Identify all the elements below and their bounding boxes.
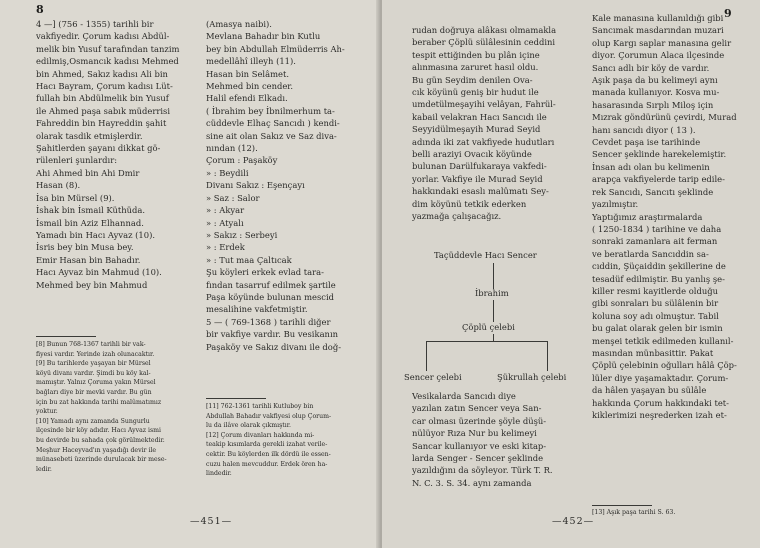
text-line: Hacı Ayvaz bin Mahmud (10). — [36, 267, 162, 278]
text-line: [9] Bu tarihlerde yaşayan bir Mürsel — [36, 360, 151, 368]
text-line: cektir. Bu köylerden ilk dördü ile essen- — [206, 450, 331, 458]
text-line: [10] Yamadı aynı zamanda Sungurlu — [36, 417, 150, 425]
left-column-1 — [36, 18, 186, 291]
tree-connector — [493, 334, 494, 341]
text-line: [12] Çorum divanları hakkında mi- — [206, 431, 315, 439]
page-folio: —452— — [552, 516, 595, 527]
text-line: Sancar kullanıyor ve eski kitap- — [412, 440, 547, 451]
text-line: Hasan bin Selâmet. — [206, 68, 290, 79]
tree-root: Taçüddevle Hacı Sencer — [434, 250, 537, 260]
text-line: Meşhur Haceyvad'ın yaşadığı devir ile — [36, 446, 157, 454]
text-line: Mevlana Bahadır bin Kutlu — [206, 31, 321, 42]
text-line: ve beratlarda Sancıddin sa- — [592, 248, 709, 259]
text-line: tespit ettiğinden bu plân içine — [412, 49, 540, 60]
corner-page-number: 8 — [36, 3, 44, 16]
text-line: gibi sonraları bu sülâlenin bir — [592, 298, 719, 309]
text-line: Emir Hasan bin Bahadır. — [36, 254, 141, 265]
text-line: ( 1250-1834 ) tarihine ve daha — [592, 223, 722, 234]
text-line: cıddin, Şüçaiddin şekillerine de — [592, 261, 726, 272]
tree-connector — [547, 341, 548, 371]
text-line: manada kullanıyor. Kosva mu- — [592, 87, 720, 98]
text-line: Çorum : Paşaköy — [206, 155, 278, 166]
text-line: tesadüf edilmiştir. Bu yanlış şe- — [592, 273, 725, 284]
text-line: Paşa köyünde bulunan mescid — [206, 291, 335, 302]
text-line: nından (12). — [206, 143, 258, 154]
text-line: Mehmed bey bin Mahmud — [36, 279, 148, 290]
text-line: alınmasına zaruret hasıl oldu. — [412, 62, 539, 73]
text-line: menşei tetkik edilmeden kullanıl- — [592, 335, 734, 346]
text-line: bin Ahmed, Sakız kadısı Ali bin — [36, 68, 168, 79]
text-line: olarak tasdik etmişlerdir. — [36, 130, 143, 141]
text-line: lindedir. — [206, 470, 232, 478]
text-line: Şu köyleri erkek evlad tara- — [206, 267, 324, 278]
left-column-2 — [206, 18, 366, 353]
text-line: yazılmıştır. — [592, 199, 639, 210]
text-line: cüddevle Elhaç Sancıdı ) kendi- — [206, 118, 340, 129]
text-line: bağları diye bir mevki vardır. Bu gün — [36, 388, 152, 396]
text-line: hakkında Çorum hakkındaki tet- — [592, 397, 729, 408]
text-line: cuzu halen mevcuddur. Erdek ören ha- — [206, 460, 328, 468]
text-line: [8] Bunun 768-1367 tarihli bir vak- — [36, 341, 146, 348]
text-line: adında iki zat vakfiyede hudutları — [412, 136, 555, 147]
text-line: Yamadı bin Hacı Ayvaz (10). — [36, 229, 156, 240]
text-line: köyü divanı vardır. Şimdi bu köy kal- — [36, 369, 151, 377]
text-line: hanı sancıdı diyor ( 13 ). — [592, 124, 696, 135]
text-line: ilçesinde bir köy adıdır. Hacı Ayvaz ismi — [36, 427, 162, 435]
text-line: Halil efendi Elkadı. — [206, 93, 288, 104]
text-line: medellâhî illeyh (11). — [206, 56, 296, 67]
text-line: yorlar. Vakfiye ile Murad Seyid — [412, 173, 543, 184]
right-column-2-footnotes — [592, 508, 747, 518]
right-column-2 — [592, 12, 747, 421]
text-line: rek Sancıdı, Sancıtı şeklinde — [592, 186, 714, 197]
text-line: edilmiş,Osmancık kadısı Mehmed — [36, 56, 179, 67]
right-page — [382, 0, 760, 548]
text-line: » : Tut maa Çaltıcak — [206, 254, 292, 265]
text-line: Çöplü çelebinin oğulları hâlâ Çöp- — [592, 360, 737, 371]
text-line: Aşık paşa da bu kelimeyi aynı — [592, 75, 718, 86]
text-line: sine ait olan Sakız ve Saz diva- — [206, 130, 337, 141]
text-line: fından tasarruf edilmek şartile — [206, 279, 336, 290]
tree-node-coplu: Çöplü çelebi — [462, 322, 515, 332]
text-line: belli araziyi Ovacık köyünde — [412, 149, 532, 160]
text-line: » : Erdek — [206, 242, 245, 253]
text-line: car olması üzerinde şöyle düşü- — [412, 415, 547, 426]
footnote-rule — [36, 336, 96, 337]
text-line: Vesikalarda Sancıdı diye — [412, 391, 516, 401]
text-line: Fahreddin bin Hayreddin şahit — [36, 118, 167, 129]
text-line: 4 —] (756 - 1355) tarihli bir — [36, 19, 154, 29]
page-folio: —451— — [190, 516, 233, 527]
text-line: mesalihine vakfetmiştir. — [206, 304, 308, 315]
corner-page-number: 9 — [724, 7, 732, 20]
left-column-2-footnotes — [206, 402, 366, 479]
text-line: Paşaköy ve Sakız divanı ile doğ- — [206, 341, 342, 352]
right-column-1-continued — [412, 390, 572, 489]
text-line: kiklerimizi neşrederken izah et- — [592, 410, 727, 420]
text-line: mamıştır. Yalnız Çoruma yakın Mürsel — [36, 379, 156, 387]
text-line: İsris bey bin Musa bey. — [36, 242, 134, 253]
text-line: İsa bin Mürsel (9). — [36, 192, 115, 203]
text-line: melik bin Yusuf tarafından tanzim — [36, 43, 180, 54]
text-line: Cevdet paşa ise tarihinde — [592, 137, 701, 148]
text-line: masından münbasittir. Pakat — [592, 347, 714, 358]
text-line: da hâlen yaşayan bu sülâle — [592, 385, 707, 396]
text-line: Şahitlerden şayanı dikkat gö- — [36, 143, 161, 154]
text-line: » : Beydili — [206, 167, 249, 178]
text-line: İsmail bin Aziz Elhannad. — [36, 217, 144, 228]
text-line: için bu zat hakkında tarihi malûmatımız — [36, 398, 162, 406]
text-line: 5 — ( 769-1368 ) tarihli diğer — [206, 316, 331, 327]
text-line: cık köyünü geniş bir hudut ile — [412, 87, 539, 98]
text-line: rülenleri şunlardır: — [36, 155, 118, 166]
text-line: arapça vakfiyelerde tarip edile- — [592, 174, 725, 185]
text-line: bey bin Abdullah Elmüderris Ah- — [206, 43, 345, 54]
tree-connector — [426, 341, 427, 371]
text-line: sonraki zamanlara ait ferman — [592, 236, 718, 247]
tree-connector — [493, 263, 494, 289]
text-line: ( İbrahim bey İbnilmerhum ta- — [206, 105, 335, 116]
text-line: Yaptığımız araştırmalarda — [592, 211, 703, 222]
text-line: » : Atyalı — [206, 217, 244, 228]
left-column-1-footnotes — [36, 340, 186, 474]
text-line: [11] 762-1361 tarihli Kutluboy bin — [206, 403, 314, 410]
text-line: umdetülmeşayihi velâyan, Fahrül- — [412, 99, 556, 110]
text-line: Seyyidülmeşayih Murad Seyid — [412, 124, 541, 135]
text-line: teakip kısımlarda gerekli izahat verile- — [206, 441, 328, 449]
text-line: Mızrak göndürünü çevirdi, Murad — [592, 112, 737, 123]
tree-leaf-sukrullah: Şükrullah çelebi — [497, 372, 567, 382]
text-line: Sancı adlı bir köy de vardır. — [592, 62, 710, 73]
footnote-rule — [592, 505, 652, 506]
text-line: Mehmed bin cender. — [206, 81, 294, 92]
text-line: diyor. Çorumun Alaca ilçesinde — [592, 50, 725, 61]
text-line: killer resmi kayitlerde olduğu — [592, 285, 718, 296]
text-line: rudan doğruya alâkası olmamakla — [412, 25, 557, 35]
text-line: koluna soy adı olmuştur. Tabil — [592, 310, 719, 321]
text-line: fiyesi vardır. Yerinde izah olunacaktır. — [36, 350, 155, 358]
footnote-rule — [206, 398, 266, 399]
text-line: Bu gün Seydim denilen Ova- — [412, 74, 533, 85]
tree-branch-line — [426, 341, 548, 342]
text-line: yazıldığını da söyleyor. Türk T. R. — [412, 465, 553, 476]
text-line: Divanı Sakız : Eşençayı — [206, 180, 305, 191]
text-line: hasarasında Sırplı Miloş için — [592, 99, 714, 110]
tree-node-ibrahim: İbrahim — [475, 288, 509, 298]
text-line: N. C. 3. S. 34. aynı zamanda — [412, 477, 532, 488]
text-line: bulunan Darülfukaraya vakfedi- — [412, 161, 547, 172]
text-line: yazmağa çalışacağız. — [412, 211, 502, 222]
text-line: ledir. — [36, 465, 52, 473]
text-line: lu da ilâve olarak çıkmıştır. — [206, 422, 291, 430]
text-line: [13] Aşık paşa tarihi S. 63. — [592, 509, 676, 516]
text-line: bu devirde bu sahada çok görülmektedir. — [36, 436, 165, 444]
text-line: Sencer şeklinde harekelemiştir. — [592, 149, 727, 160]
tree-leaf-sencer: Sencer çelebi — [404, 372, 462, 382]
text-line: İnsan adı olan bu kelimenin — [592, 161, 710, 172]
text-line: fullah bin Abdülmelik bin Yusuf — [36, 93, 169, 104]
text-line: nülüyor Rıza Nur bu kelimeyi — [412, 428, 537, 439]
text-line: Hacı Bayram, Çorum kadısı Lüt- — [36, 81, 173, 92]
text-line: » : Akyar — [206, 205, 245, 216]
text-line: Kale manasına kullanıldığı gibi — [592, 13, 724, 23]
text-line: olup Kargı saplar manasına gelir — [592, 37, 732, 48]
text-line: larda Senger - Sencer şeklinde — [412, 453, 544, 464]
text-line: hakkındaki esaslı malûmatı Sey- — [412, 186, 549, 197]
text-line: kabail velakran Hacı Sancıdı ile — [412, 111, 547, 122]
text-line: bu galat olarak gelen bir ismin — [592, 323, 723, 334]
text-line: ile Ahmed paşa sabık müderrisi — [36, 105, 171, 116]
text-line: lüler diye yaşamaktadır. Çorum- — [592, 372, 729, 383]
text-line: vakfiyedir. Çorum kadısı Abdül- — [36, 31, 170, 42]
text-line: dim köyünü tetkik ederken — [412, 198, 527, 209]
text-line: Hasan (8). — [36, 180, 81, 191]
text-line: Sancımak masdarından muzari — [592, 25, 724, 36]
text-line: » Sakız : Serbeyi — [206, 229, 278, 240]
text-line: münasebeti üzerinde durulacak bir mese- — [36, 456, 167, 464]
text-line: Ahi Ahmed bin Ahi Dmir — [36, 167, 140, 178]
right-column-1 — [412, 24, 572, 223]
text-line: (Amasya naibi). — [206, 19, 272, 29]
text-line: yazılan zatın Sencer veya San- — [412, 403, 542, 414]
text-line: Abdullah Bahadır vakfiyesi olup Çorum- — [206, 412, 332, 420]
text-line: bir vakfiye vardır. Bu vesikanın — [206, 329, 339, 340]
tree-connector — [493, 300, 494, 322]
text-line: » Saz : Salor — [206, 192, 260, 203]
text-line: beraber Çöplü sülâlesinin ceddini — [412, 37, 556, 48]
text-line: yoktur. — [36, 408, 58, 416]
text-line: İshak bin İsmail Küthüda. — [36, 205, 146, 216]
